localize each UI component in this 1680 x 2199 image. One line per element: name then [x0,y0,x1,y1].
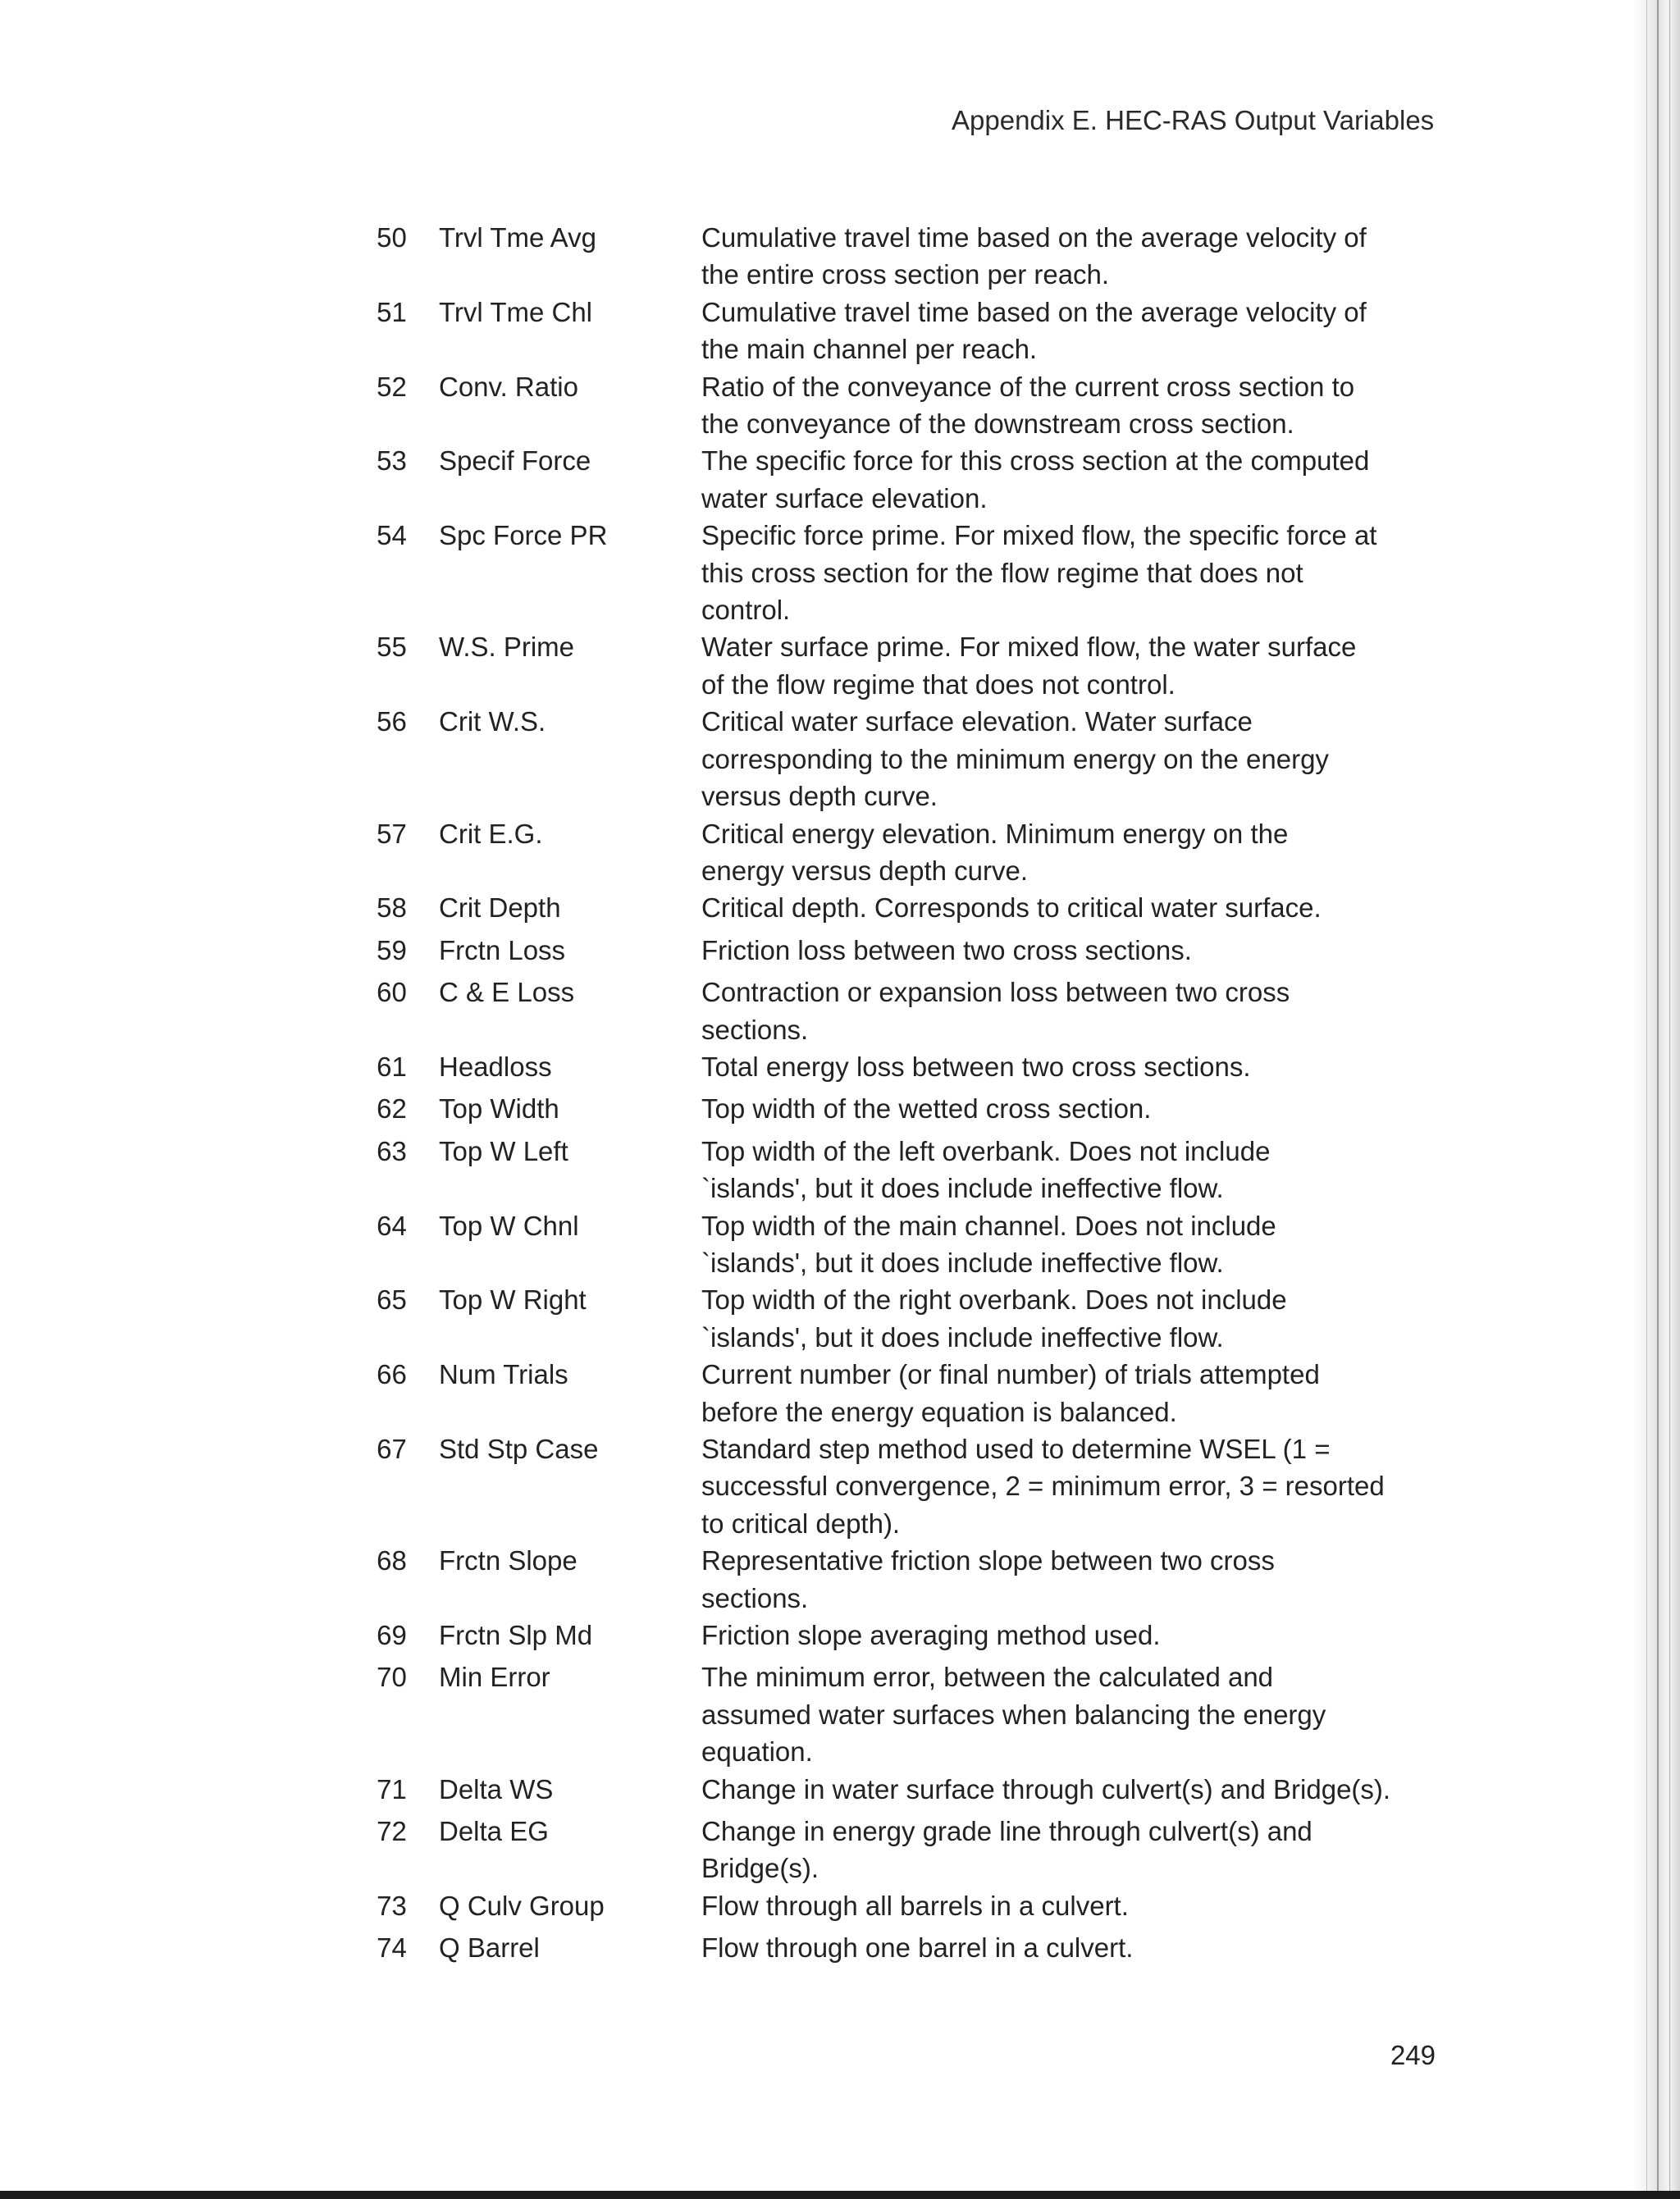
table-row [353,1207,1427,1282]
scan-bottom-edge [0,2191,1680,2199]
variable-description: Flow through one barrel in a culvert. [701,1932,1134,1964]
variable-number: 57 [377,818,407,849]
table-row [353,517,1427,628]
variable-name: Top W Right [439,1284,587,1316]
variable-number: 65 [377,1284,407,1316]
variable-number: 51 [377,296,407,327]
table-row [353,628,1427,703]
variable-number: 56 [377,706,407,737]
variable-number: 64 [377,1210,407,1241]
page-number: 249 [1390,2040,1436,2070]
variable-name: Min Error [439,1662,550,1693]
table-row [353,1771,1427,1808]
variable-number: 73 [377,1890,407,1921]
variable-description: Friction slope averaging method used. [701,1620,1161,1651]
table-row [353,932,1427,969]
running-header: Appendix E. HEC-RAS Output Variables [952,105,1435,135]
variable-description: Ratio of the conveyance of the current cross section to the conveyance of the downstream cross section. [701,371,1355,440]
variable-number: 50 [377,222,407,253]
table-row [353,1813,1427,1887]
variable-description: Top width of the left overbank. Does not include `islands', but it does include ineffective flow. [701,1135,1271,1204]
variable-number: 58 [377,892,407,924]
table-row [353,1617,1427,1654]
variable-number: 67 [377,1434,407,1464]
variable-number: 52 [377,371,407,402]
variable-description: Total energy loss between two cross sections. [701,1051,1251,1082]
variable-name: Top W Chnl [439,1210,579,1241]
variable-name: Trvl Tme Chl [439,296,593,327]
variable-description: Cumulative travel time based on the average velocity of the entire cross section per reach. [701,222,1367,290]
variable-description: The specific force for this cross section at the computed water surface elevation. [701,445,1370,513]
table-row [353,219,1427,294]
variable-number: 53 [377,445,407,477]
variable-description: Flow through all barrels in a culvert. [701,1890,1129,1921]
variable-name: Top W Left [439,1135,568,1166]
spine-edge-line [1669,0,1670,2199]
variable-description: Contraction or expansion loss between two cross sections. [701,977,1290,1045]
variable-number: 69 [377,1620,407,1651]
table-row [353,1542,1427,1617]
variable-number: 72 [377,1816,407,1847]
variable-name: Frctn Slp Md [439,1620,593,1651]
variable-description: Top width of the wetted cross section. [701,1093,1152,1125]
variable-description: Critical water surface elevation. Water surface corresponding to the minimum energy on the energy versus depth curve. [701,706,1329,812]
variable-name: Crit Depth [439,892,561,924]
output-variables-table [353,219,1427,1967]
variable-description: Critical depth. Corresponds to critical water surface. [701,892,1322,924]
variable-description: Specific force prime. For mixed flow, the specific force at this cross section for the flow regime that does not control. [701,520,1377,626]
table-row [353,1887,1427,1924]
variable-name: C & E Loss [439,977,575,1008]
variable-name: Conv. Ratio [439,371,578,402]
variable-description: Critical energy elevation. Minimum energy on the energy versus depth curve. [701,818,1289,886]
spine-edge-line [1657,0,1659,2199]
variable-name: W.S. Prime [439,632,575,663]
variable-description: The minimum error, between the calculated and assumed water surfaces when balancing the energy equation. [701,1662,1326,1768]
variable-number: 74 [377,1932,407,1964]
variable-name: Specif Force [439,445,591,477]
table-row [353,1929,1427,1966]
variable-description: Top width of the main channel. Does not include `islands', but it does include ineffective flow. [701,1210,1276,1278]
variable-name: Q Barrel [439,1932,540,1964]
spine-edge-line [1646,0,1647,2199]
variable-number: 66 [377,1359,407,1390]
variable-number: 61 [377,1051,407,1082]
variable-description: Friction loss between two cross sections. [701,934,1192,965]
variable-name: Frctn Loss [439,934,566,965]
variable-number: 70 [377,1662,407,1693]
variable-number: 63 [377,1135,407,1166]
variable-name: Delta EG [439,1816,549,1847]
variable-name: Num Trials [439,1359,568,1390]
variable-number: 60 [377,977,407,1008]
variable-number: 62 [377,1093,407,1125]
table-row [353,294,1427,368]
variable-description: Change in water surface through culvert(s) and Bridge(s). [701,1773,1391,1804]
variable-number: 59 [377,934,407,965]
table-row [353,889,1427,926]
table-row [353,1133,1427,1207]
table-row [353,1048,1427,1085]
variable-description: Change in energy grade line through culvert(s) and Bridge(s). [701,1816,1312,1884]
table-row [353,1356,1427,1430]
book-spine-shadow [1632,0,1680,2199]
variable-description: Standard step method used to determine WSEL (1 = successful convergence, 2 = minimum error, 3 = resorted to critical depth). [701,1434,1385,1539]
table-row [353,442,1427,517]
variable-number: 54 [377,520,407,551]
variable-name: Delta WS [439,1773,554,1804]
variable-description: Current number (or final number) of trials attempted before the energy equation is balanced. [701,1359,1320,1427]
table-row [353,1430,1427,1542]
variable-name: Q Culv Group [439,1890,605,1921]
variable-name: Trvl Tme Avg [439,222,596,253]
table-row [353,815,1427,890]
table-row [353,974,1427,1048]
table-row [353,1281,1427,1356]
variable-name: Std Stp Case [439,1434,599,1464]
table-row [353,1658,1427,1770]
variable-name: Spc Force PR [439,520,608,551]
variable-name: Headloss [439,1051,552,1082]
variable-name: Top Width [439,1093,559,1125]
table-row [353,703,1427,814]
variable-number: 68 [377,1545,407,1576]
variable-description: Water surface prime. For mixed flow, the water surface of the flow regime that does not control. [701,632,1357,700]
variable-number: 71 [377,1773,407,1804]
variable-name: Crit E.G. [439,818,543,849]
variable-description: Top width of the right overbank. Does not include `islands', but it does include ineffective flow. [701,1284,1287,1353]
table-row [353,368,1427,443]
variable-name: Crit W.S. [439,706,546,737]
variable-description: Representative friction slope between two cross sections. [701,1545,1275,1613]
variable-name: Frctn Slope [439,1545,578,1576]
variable-number: 55 [377,632,407,663]
table-row [353,1090,1427,1127]
variable-description: Cumulative travel time based on the average velocity of the main channel per reach. [701,296,1367,365]
